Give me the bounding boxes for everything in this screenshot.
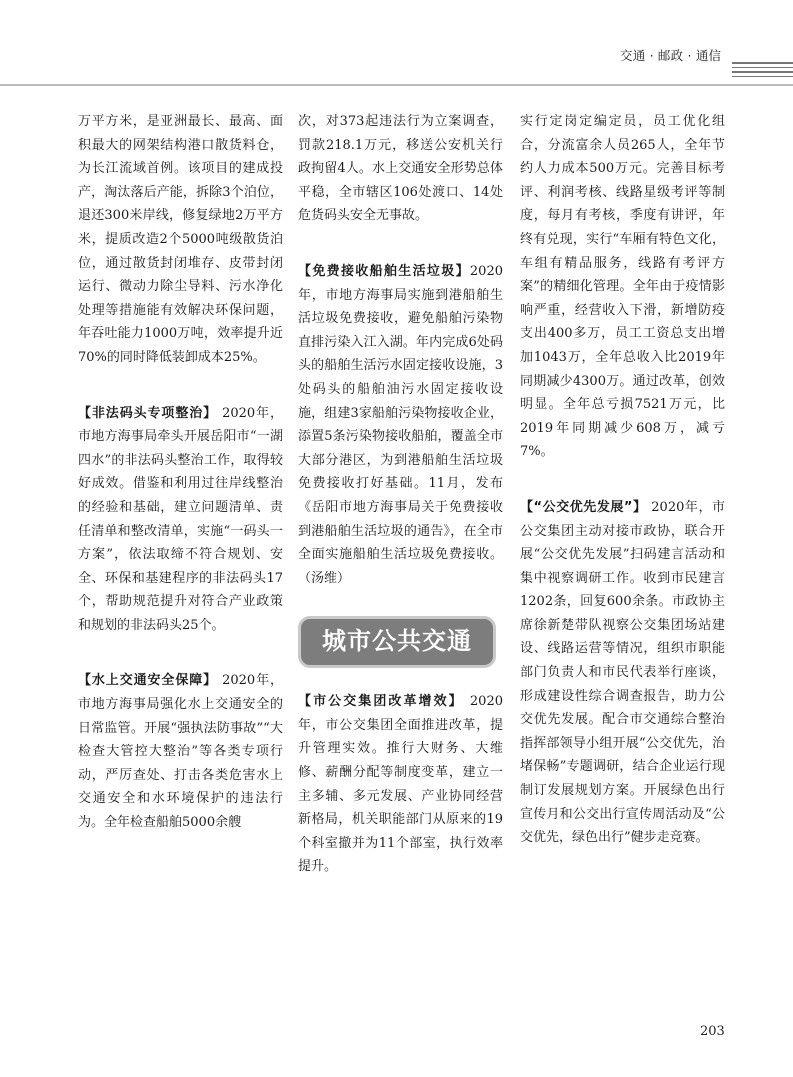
entry-body: 2020年，市地方海事局强化水上交通安全的日常监管。开展“强执法防事故”“大检查大管控大整治”等各类专项行动，严厉查处、打击各类危害水上交通安全和水环境保护的违法行为。全年检查船舶5000余艘	[78, 673, 283, 831]
entry-body: 2020年，市公交集团主动对接市政协，联合开展“公交优先发展”扫码建言活动和集中视察调研工作。收到市民建言1202条，回复600余条。市政协主席徐新楚带队视察公交集团场站建设、线路运营等情况，组织市职能部门负责人和市民代表举行座谈，形成建设性综合调查报告，助力公交优先发展。配合市交通综合整治指挥部领导小组开展“公交优先，治堵保畅”专题调研，结合企业运行现制订发展规划方案。开展绿色出行宣传月和公交出行宣传周活动及“公交优先，绿色出行”健步走竞赛。	[520, 499, 726, 846]
spacer	[78, 370, 283, 402]
entry-water-safety	[78, 669, 283, 834]
spacer	[298, 228, 503, 260]
spacer	[78, 637, 283, 669]
paragraph-continuation: 万平方米，是亚洲最长、最高、面积最大的网架结构港口散货料仓，为长江流域首例。该项目的建成投产，淘汰落后产能，拆除3个泊位，退还300米岸线，修复绿地2万平方米，提质改造2个5000吨级散货泊位，通过散货封闭堆存、皮带封闭运行、微动力除尘导料、污水净化处理等措施能有效解决环保问题，年吞吐能力1000万吨，效率提升近70%的同时降低装卸成本25%。	[78, 114, 283, 365]
column-middle	[298, 110, 503, 879]
entry-title: 【“公交优先发展”】	[520, 499, 647, 515]
header-divider	[0, 84, 793, 86]
paragraph-continuation: 次，对373起违法行为立案调查，罚款218.1万元，移送公安机关行政拘留4人。水上交通安全形势总体平稳，全市辖区106处渡口、14处危货码头安全无事故。	[298, 114, 503, 224]
section-banner: 城市公共交通	[298, 616, 496, 668]
spacer	[520, 464, 725, 496]
entry-bus-priority	[520, 496, 725, 850]
page-number: 203	[700, 1024, 725, 1039]
entry-title: 【市公交集团改革增效】	[298, 694, 464, 710]
entry-bus-reform	[298, 690, 503, 879]
entry-body: 2020年，市公交集团全面推进改革，提升管理实效。推行大财务、大维修、薪酬分配等制度变革，建立一主多辅、多元发展、产业协同经营新格局，机关职能部门从原来的19个科室撤并为11个部室，执行效率提升。	[298, 694, 503, 875]
entry-ship-garbage	[298, 260, 503, 590]
page-header	[0, 0, 793, 80]
entry-title: 【非法码头专项整治】	[78, 405, 218, 421]
column-right	[520, 110, 725, 850]
column-left	[78, 110, 283, 835]
entry-body: 2020年，市地方海事局牵头开展岳阳市“一湖四水”的非法码头整治工作，取得较好成效。借鉴和利用过往岸线整治的经验和基础，建立问题清单、责任清单和整改清单，实施“一码头一方案”，依法取缔不符合规划、安全、环保和基建程序的非法码头17个，帮助规范提升对符合产业政策和规划的非法码头25个。	[78, 405, 283, 633]
entry-illegal-wharf	[78, 402, 283, 638]
header-decoration-lines	[732, 62, 793, 80]
paragraph-continuation: 实行定岗定编定员，员工优化组合，分流富余人员265人，全年节约人力成本500万元。完善目标考评、利润考核、线路星级考评等制度，每月有考核，季度有讲评，年终有兑现，实行“车厢有特色文化，车组有精品服务，线路有考评方案”的精细化管理。全年由于疫情影响严重，经营收入下滑，新增防疫支出400多万，员工工资总支出增加1043万，全年总收入比2019年同期减少4300万。通过改革，创效明显。全年总亏损7521万元，比2019年同期减少608万，减亏7%。	[520, 114, 725, 460]
entry-title: 【水上交通安全保障】	[78, 673, 218, 689]
section-title: 交通 · 邮政 · 通信	[620, 48, 722, 63]
entry-body: 2020年，市地方海事局实施到港船舶生活垃圾免费接收，避免船舶污染物直排污染入江入湖。年内完成6处码头的船舶生活污水固定接收设施，3处码头的船舶油污水固定接收设施，组建3家船舶污染物接收企业，添置5条污染物接收船舶，覆盖全市大部分港区，为到港船舶生活垃圾免费接收打好基础。11月，发布《岳阳市地方海事局关于免费接收到港船舶生活垃圾的通告》，在全市全面实施船舶生活垃圾免费接收。（汤维）	[298, 263, 503, 586]
entry-title: 【免费接收船舶生活垃圾】	[298, 263, 470, 279]
